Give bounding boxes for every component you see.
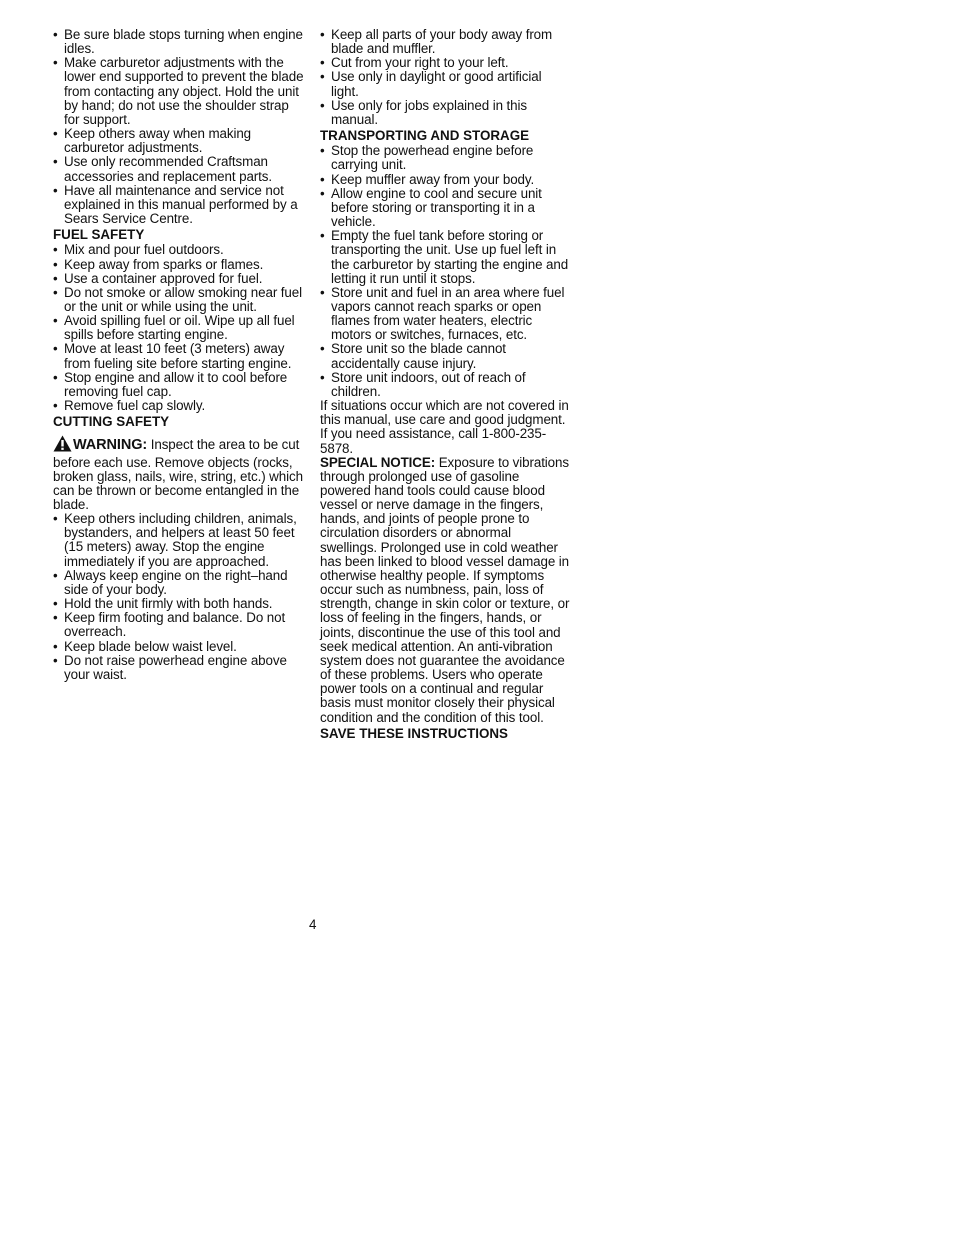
- intro-list-left: [53, 28, 305, 226]
- list-item: • Remove fuel cap slowly.: [53, 399, 305, 413]
- fuel-safety-heading: FUEL SAFETY: [53, 227, 145, 243]
- list-item: • Store unit so the blade cannot accidentally cause injury.: [320, 342, 570, 370]
- list-item: • Hold the unit firmly with both hands.: [53, 597, 305, 611]
- list-item: • Cut from your right to your left.: [320, 56, 570, 70]
- list-item: • Stop engine and allow it to cool before removing fuel cap.: [53, 371, 305, 399]
- situations-paragraph: If situations occur which are not covered in this manual, use care and good judgment. If you need assistance, call 1-800-235-5878.: [320, 398, 569, 456]
- list-item: • Avoid spilling fuel or oil. Wipe up all fuel spills before starting engine.: [53, 314, 305, 342]
- list-item: • Have all maintenance and service not explained in this manual performed by a Sears Service Centre.: [53, 184, 305, 226]
- list-item: • Use a container approved for fuel.: [53, 272, 305, 286]
- list-item: • Use only recommended Craftsman accessories and replacement parts.: [53, 155, 305, 183]
- right-column: [320, 28, 570, 742]
- page-number: 4: [309, 917, 317, 932]
- list-item: • Use only for jobs explained in this manual.: [320, 99, 570, 127]
- list-item: • Keep others away when making carburetor adjustments.: [53, 127, 305, 155]
- intro-list-right: [320, 28, 570, 127]
- list-item: • Store unit indoors, out of reach of children.: [320, 371, 570, 399]
- special-notice-text: Exposure to vibrations through prolonged use of gasoline powered hand tools could cause blood vessel or nerve damage in the fingers, hands, and joints of people prone to circulation disorders or abnormal swellings. Prolonged use in cold weather has been linked to blood vessel damage in otherwise healthy people. If symptoms occur such as numbness, pain, loss of strength, change in skin color or texture, or loss of feeling in the fingers, hands, or joints, discontinue the use of this tool and seek medical attention. An anti-vibration system does not guarantee the avoidance of these problems. Users who operate power tools on a continual and regular basis must monitor closely their physical condition and the condition of this tool.: [320, 454, 570, 725]
- list-item: • Keep all parts of your body away from blade and muffler.: [320, 28, 570, 56]
- list-item: • Keep away from sparks or flames.: [53, 258, 305, 272]
- list-item: • Stop the powerhead engine before carrying unit.: [320, 144, 570, 172]
- transporting-storage-list: [320, 144, 570, 399]
- warning-triangle-icon: [53, 435, 72, 455]
- fuel-safety-list: [53, 243, 305, 413]
- list-item: • Move at least 10 feet (3 meters) away from fueling site before starting engine.: [53, 342, 305, 370]
- list-item: • Keep blade below waist level.: [53, 640, 305, 654]
- list-item: • Empty the fuel tank before storing or transporting the unit. Use up fuel left in the carburetor by starting the engine and letting it run until it stops.: [320, 229, 570, 286]
- transporting-storage-heading: TRANSPORTING AND STORAGE: [320, 128, 530, 144]
- list-item: • Always keep engine on the right–hand side of your body.: [53, 569, 305, 597]
- list-item: • Store unit and fuel in an area where fuel vapors cannot reach sparks or open flames from water heaters, electric motors or switches, furnaces, etc.: [320, 286, 570, 343]
- list-item: • Keep muffler away from your body.: [320, 173, 570, 187]
- cutting-safety-list: [53, 512, 305, 682]
- special-notice-paragraph: [320, 456, 570, 725]
- list-item: • Do not smoke or allow smoking near fuel or the unit or while using the unit.: [53, 286, 305, 314]
- save-instructions-heading: SAVE THESE INSTRUCTIONS: [320, 725, 508, 741]
- warning-text: Inspect the area to be cut before each use. Remove objects (rocks, broken glass, nails, wire, string, etc.) which can be thrown or become entangled in the blade.: [53, 437, 303, 512]
- list-item: • Mix and pour fuel outdoors.: [53, 243, 305, 257]
- warning-paragraph: [53, 435, 305, 512]
- left-column: [53, 28, 305, 682]
- special-notice-label: SPECIAL NOTICE:: [320, 454, 436, 470]
- list-item: • Keep firm footing and balance. Do not overreach.: [53, 611, 305, 639]
- list-item: • Use only in daylight or good artificial light.: [320, 70, 570, 98]
- warning-label: WARNING:: [73, 437, 148, 454]
- cutting-safety-heading: CUTTING SAFETY: [53, 414, 170, 430]
- list-item: • Keep others including children, animals, bystanders, and helpers at least 50 feet (15 meters) away. Stop the engine immediately if you are approached.: [53, 512, 305, 569]
- list-item: • Allow engine to cool and secure unit before storing or transporting it in a vehicle.: [320, 187, 570, 229]
- list-item: • Be sure blade stops turning when engine idles.: [53, 28, 305, 56]
- list-item: • Do not raise powerhead engine above your waist.: [53, 654, 305, 682]
- list-item: • Make carburetor adjustments with the lower end supported to prevent the blade from contacting any object. Hold the unit by hand; do not use the shoulder strap for support.: [53, 56, 305, 127]
